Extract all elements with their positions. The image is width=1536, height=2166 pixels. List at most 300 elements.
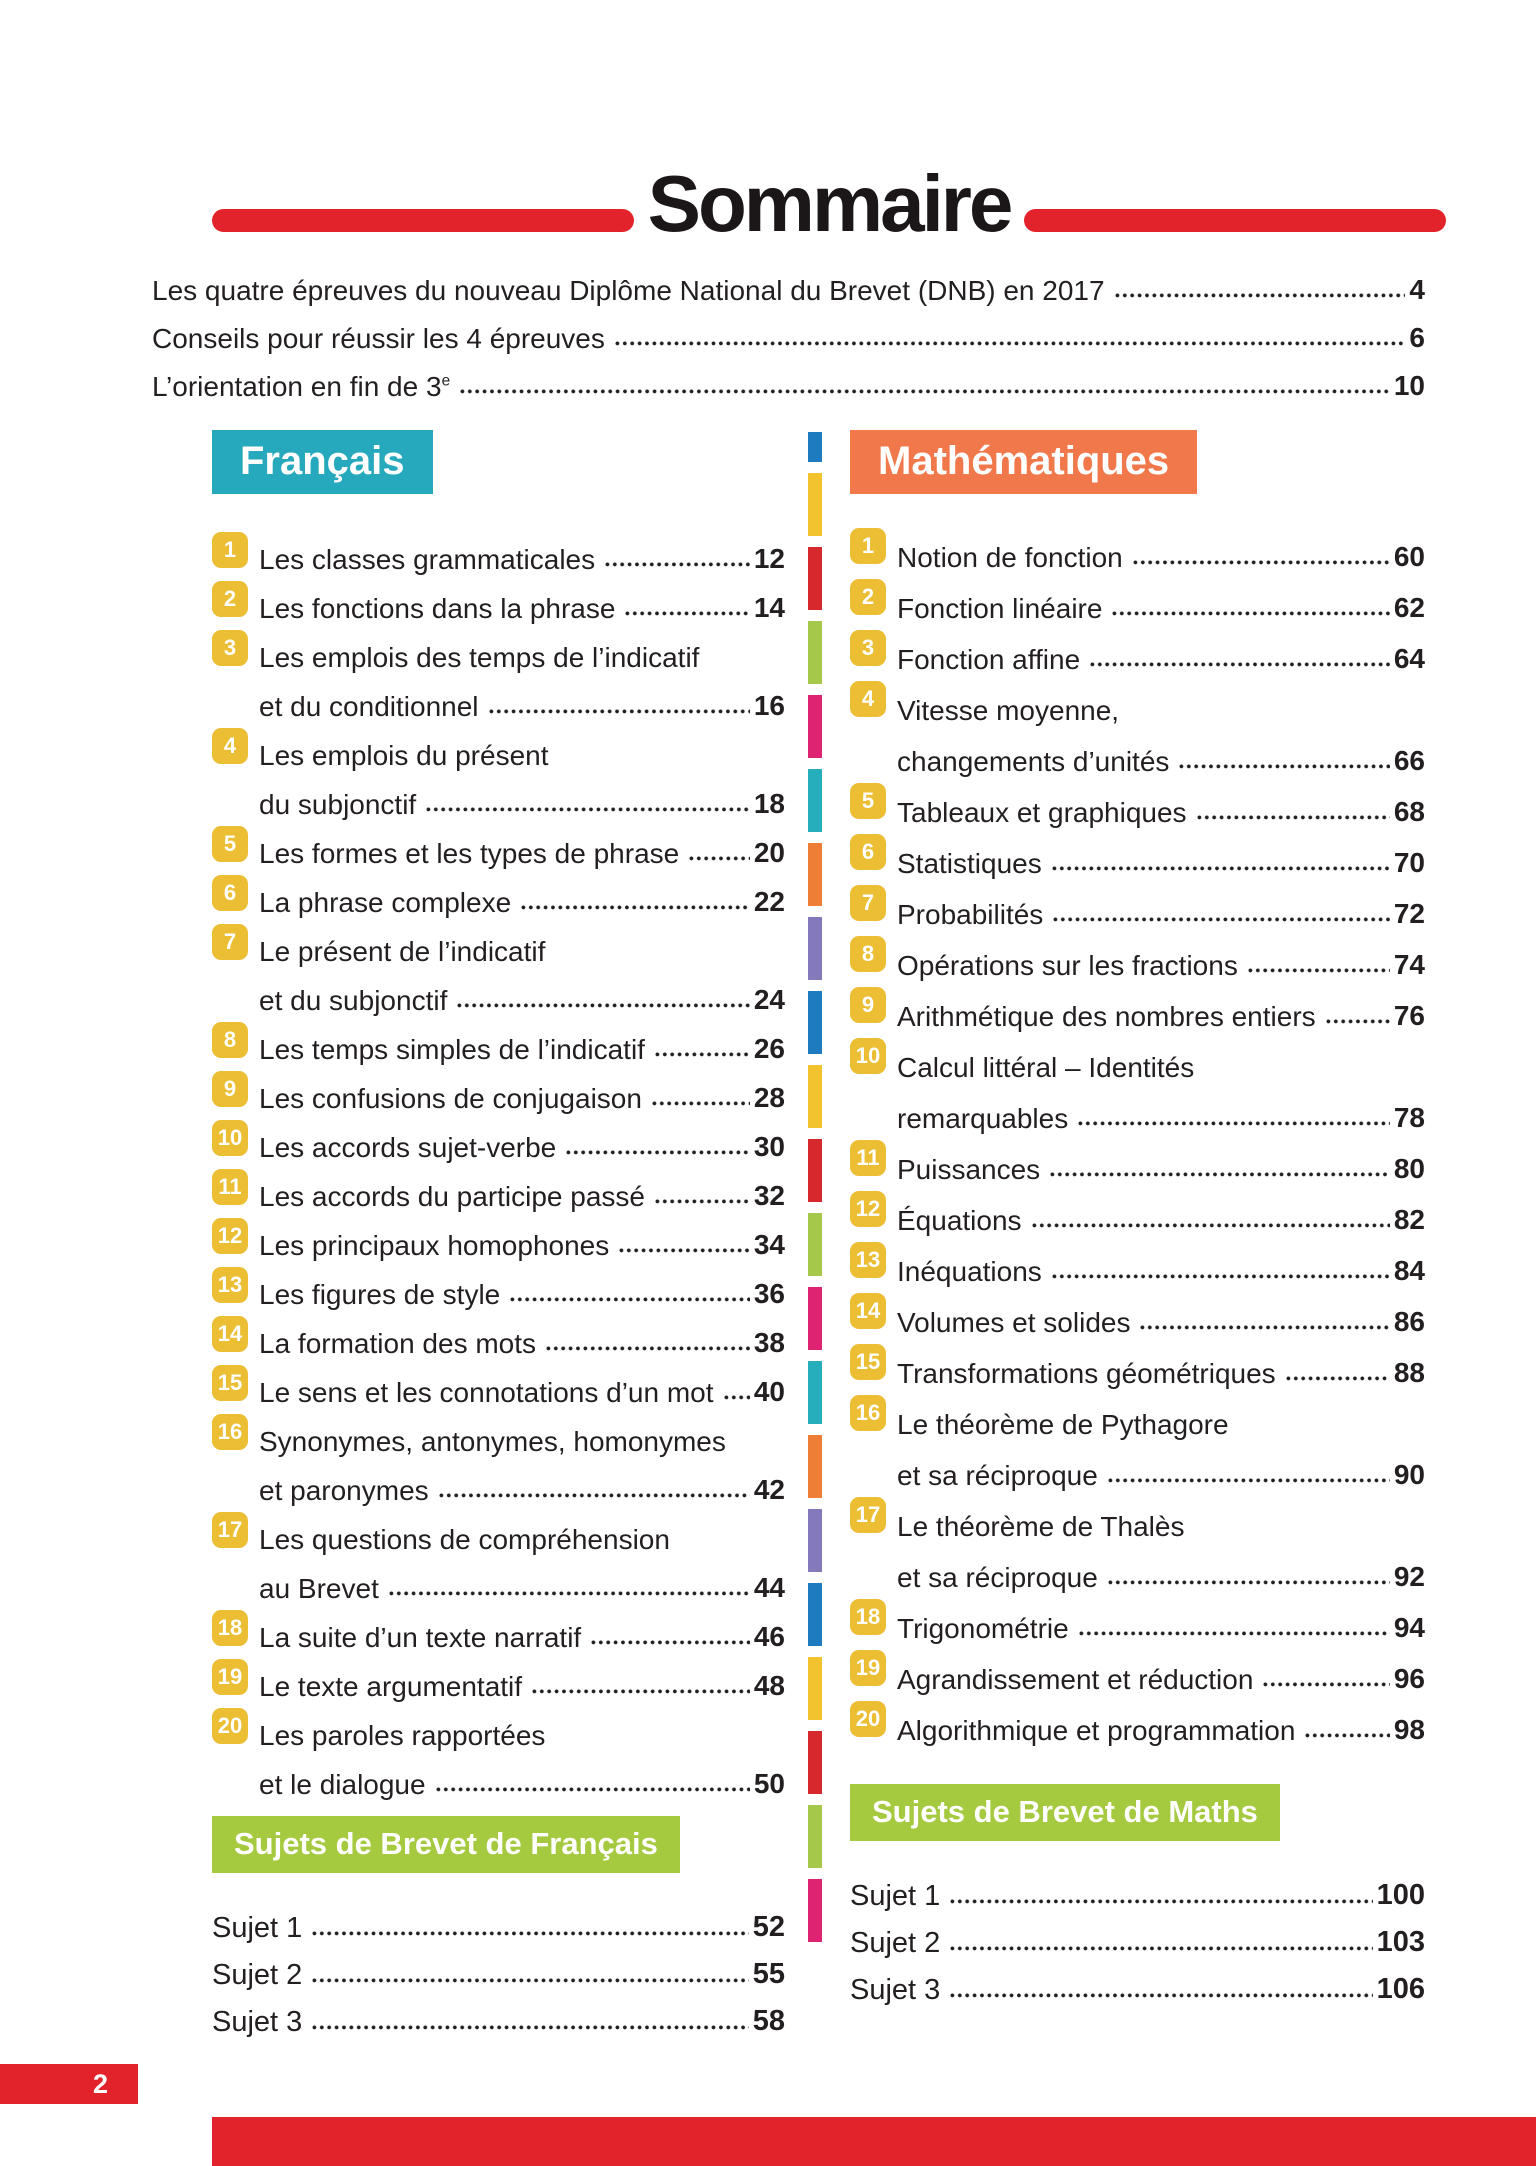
entry-number-badge: 19 <box>212 1659 248 1695</box>
entry-number-badge: 13 <box>212 1267 248 1303</box>
dot-leader <box>655 1052 750 1057</box>
entry-line <box>259 1016 785 1065</box>
toc-entry <box>212 1408 785 1506</box>
toc-entry <box>212 1506 785 1604</box>
entry-lines <box>897 675 1425 777</box>
entry-lines <box>897 522 1425 573</box>
entry-page: 72 <box>1393 898 1425 929</box>
sujet-item <box>850 1912 1425 1959</box>
entry-lines <box>897 624 1425 675</box>
entry-page: 24 <box>753 984 785 1015</box>
entry-label: Inéquations <box>897 1255 1042 1287</box>
entry-line <box>897 879 1425 930</box>
sujet-label: Sujet 1 <box>212 1911 303 1944</box>
entry-line <box>897 1083 1425 1134</box>
entry-page: 38 <box>753 1327 785 1358</box>
entry-page: 84 <box>1393 1255 1425 1286</box>
dot-leader <box>1179 764 1389 769</box>
entry-number-badge: 4 <box>212 728 248 764</box>
toc-entry <box>850 675 1425 777</box>
entry-number-badge: 17 <box>212 1512 248 1548</box>
entry-number-badge: 8 <box>850 936 886 972</box>
entry-page: 40 <box>753 1376 785 1407</box>
entry-line <box>897 1440 1425 1491</box>
dot-leader <box>510 1297 750 1302</box>
toc-entry <box>212 820 785 869</box>
entry-label: Tableaux et graphiques <box>897 796 1187 828</box>
intro-item-label: Les quatre épreuves du nouveau Diplôme National du Brevet (DNB) en 2017 <box>152 274 1105 306</box>
entry-line <box>897 726 1425 777</box>
entry-line <box>259 1408 785 1457</box>
toc-entry <box>212 575 785 624</box>
entry-number-badge: 10 <box>212 1120 248 1156</box>
entry-line <box>259 1261 785 1310</box>
entry-lines <box>259 624 785 722</box>
entry-lines <box>259 575 785 624</box>
entry-page: 32 <box>753 1180 785 1211</box>
toc-entry <box>212 722 785 820</box>
entry-number-badge: 15 <box>212 1365 248 1401</box>
entry-number-badge: 19 <box>850 1650 886 1686</box>
entry-number-badge: 16 <box>850 1395 886 1431</box>
bottom-red-bar <box>212 2117 1536 2166</box>
entry-lines <box>259 1653 785 1702</box>
entry-lines <box>897 930 1425 981</box>
entry-lines <box>897 1593 1425 1644</box>
entry-lines <box>897 1134 1425 1185</box>
entry-line <box>897 675 1425 726</box>
entry-line <box>259 1212 785 1261</box>
entry-label: Volumes et solides <box>897 1306 1131 1338</box>
entry-line <box>897 624 1425 675</box>
entry-page: 46 <box>753 1621 785 1652</box>
dot-leader <box>689 856 750 861</box>
entry-lines <box>259 1261 785 1310</box>
entry-page: 60 <box>1393 541 1425 572</box>
entry-page: 62 <box>1393 592 1425 623</box>
divider-segment <box>808 1287 822 1350</box>
entry-page: 64 <box>1393 643 1425 674</box>
dot-leader <box>1079 1631 1390 1636</box>
entry-line <box>259 1604 785 1653</box>
entry-line <box>897 1491 1425 1542</box>
intro-item-page: 10 <box>1393 370 1425 401</box>
entry-lines <box>259 1310 785 1359</box>
entry-label: Le texte argumentatif <box>259 1670 523 1702</box>
entry-page: 76 <box>1393 1000 1425 1031</box>
dot-leader <box>1115 293 1406 298</box>
maths-sujets-list <box>850 1865 1425 2006</box>
entry-number-badge: 2 <box>212 581 248 617</box>
divider-segment <box>808 1657 822 1720</box>
entry-line <box>897 1236 1425 1287</box>
entry-line <box>259 918 785 967</box>
divider-segment <box>808 917 822 980</box>
entry-number-badge: 4 <box>850 681 886 717</box>
entry-number-badge: 5 <box>212 826 248 862</box>
sujet-item <box>212 1897 785 1944</box>
entry-label: et du subjonctif <box>259 984 448 1016</box>
entry-line <box>897 930 1425 981</box>
entry-line <box>897 1695 1425 1746</box>
entry-label: Statistiques <box>897 847 1042 879</box>
entry-line <box>259 1359 785 1408</box>
entry-page: 28 <box>753 1082 785 1113</box>
toc-entry <box>850 777 1425 828</box>
toc-entry <box>850 1695 1425 1746</box>
entry-page: 34 <box>753 1229 785 1260</box>
entry-number-badge: 17 <box>850 1497 886 1533</box>
toc-entry <box>212 1114 785 1163</box>
entry-label: Les fonctions dans la phrase <box>259 592 616 624</box>
intro-item <box>152 354 1425 402</box>
entry-number-badge: 3 <box>850 630 886 666</box>
entry-page: 44 <box>753 1572 785 1603</box>
dot-leader <box>489 709 750 714</box>
entry-number-badge: 12 <box>850 1191 886 1227</box>
toc-entry <box>850 522 1425 573</box>
sujets-header-francais: Sujets de Brevet de Français <box>212 1816 680 1873</box>
entry-lines <box>897 1287 1425 1338</box>
divider-segment <box>808 1583 822 1646</box>
toc-entry <box>850 828 1425 879</box>
dot-leader <box>1078 1121 1390 1126</box>
entry-page: 74 <box>1393 949 1425 980</box>
divider-segment <box>808 1805 822 1868</box>
entry-lines <box>897 1695 1425 1746</box>
entry-number-badge: 20 <box>212 1708 248 1744</box>
entry-line <box>259 624 785 673</box>
dot-leader <box>619 1248 750 1253</box>
entry-number-badge: 10 <box>850 1038 886 1074</box>
entry-page: 70 <box>1393 847 1425 878</box>
entry-label: Agrandissement et réduction <box>897 1663 1254 1695</box>
entry-line <box>259 722 785 771</box>
entry-page: 26 <box>753 1033 785 1064</box>
maths-entries <box>850 522 1425 1746</box>
dot-leader <box>312 2025 748 2030</box>
entry-page: 66 <box>1393 745 1425 776</box>
dot-leader <box>436 1787 750 1792</box>
dot-leader <box>1090 662 1390 667</box>
entry-number-badge: 6 <box>212 875 248 911</box>
entry-line <box>259 869 785 918</box>
dot-leader <box>1140 1325 1389 1330</box>
toc-entry <box>850 1593 1425 1644</box>
toc-entry <box>212 1310 785 1359</box>
entry-lines <box>897 1491 1425 1593</box>
entry-label: Les classes grammaticales <box>259 543 596 575</box>
entry-lines <box>259 820 785 869</box>
sujet-item <box>212 1991 785 2038</box>
intro-item-page: 4 <box>1409 274 1425 305</box>
entry-line <box>259 1555 785 1604</box>
dot-leader <box>724 1395 750 1400</box>
entry-label: Synonymes, antonymes, homonymes <box>259 1425 726 1457</box>
entry-lines <box>897 1644 1425 1695</box>
dot-leader <box>625 611 749 616</box>
entry-lines <box>897 573 1425 624</box>
entry-lines <box>259 1163 785 1212</box>
entry-label: La formation des mots <box>259 1327 537 1359</box>
sujet-label: Sujet 3 <box>850 1973 941 2006</box>
entry-lines <box>259 1408 785 1506</box>
entry-label: et paronymes <box>259 1474 429 1506</box>
toc-entry <box>850 1185 1425 1236</box>
divider-segment <box>808 1361 822 1424</box>
francais-sujets-list <box>212 1897 785 2038</box>
entry-page: 96 <box>1393 1663 1425 1694</box>
entry-page: 18 <box>753 788 785 819</box>
entry-label: et du conditionnel <box>259 690 479 722</box>
divider-segment <box>808 991 822 1054</box>
entry-label: Les accords sujet-verbe <box>259 1131 557 1163</box>
entry-line <box>259 820 785 869</box>
entry-number-badge: 11 <box>850 1140 886 1176</box>
entry-label: Notion de fonction <box>897 541 1123 573</box>
dot-leader <box>546 1346 750 1351</box>
entry-number-badge: 11 <box>212 1169 248 1205</box>
dot-leader <box>652 1101 750 1106</box>
section-header-francais: Français <box>212 430 433 494</box>
entry-page: 16 <box>753 690 785 721</box>
toc-entry <box>850 573 1425 624</box>
page-number-badge <box>0 2064 138 2104</box>
entry-line <box>897 777 1425 828</box>
entry-label: au Brevet <box>259 1572 379 1604</box>
dot-leader <box>389 1591 750 1596</box>
title-left-bar <box>212 209 634 232</box>
entry-label: Probabilités <box>897 898 1044 930</box>
toc-entry <box>212 624 785 722</box>
entry-label: Le théorème de Thalès <box>897 1510 1185 1542</box>
entry-label: Les figures de style <box>259 1278 501 1310</box>
dot-leader <box>655 1199 750 1204</box>
entry-number-badge: 5 <box>850 783 886 819</box>
divider-segment <box>808 1213 822 1276</box>
entry-number-badge: 8 <box>212 1022 248 1058</box>
toc-entry <box>212 1065 785 1114</box>
entry-lines <box>897 1338 1425 1389</box>
entry-label: Les paroles rapportées <box>259 1719 546 1751</box>
entry-page: 48 <box>753 1670 785 1701</box>
divider-segment <box>808 843 822 906</box>
entry-label: Les confusions de conjugaison <box>259 1082 642 1114</box>
dot-leader <box>591 1640 750 1645</box>
entry-line <box>897 1644 1425 1695</box>
entry-number-badge: 12 <box>212 1218 248 1254</box>
entry-label: Équations <box>897 1204 1022 1236</box>
dot-leader <box>1052 866 1390 871</box>
page-title-row <box>212 150 1446 248</box>
entry-line <box>259 1163 785 1212</box>
entry-number-badge: 1 <box>850 528 886 564</box>
entry-number-badge: 2 <box>850 579 886 615</box>
entry-number-badge: 3 <box>212 630 248 666</box>
intro-item-label: Conseils pour réussir les 4 épreuves <box>152 322 605 354</box>
entry-label: Le théorème de Pythagore <box>897 1408 1229 1440</box>
entry-number-badge: 15 <box>850 1344 886 1380</box>
entry-line <box>259 1457 785 1506</box>
dot-leader <box>950 1899 1372 1904</box>
entry-label: Les accords du participe passé <box>259 1180 645 1212</box>
entry-lines <box>259 918 785 1016</box>
entry-number-badge: 6 <box>850 834 886 870</box>
entry-line <box>897 522 1425 573</box>
intro-item-label: L’orientation en fin de 3e <box>152 370 451 402</box>
dot-leader <box>426 807 750 812</box>
entry-lines <box>259 869 785 918</box>
entry-number-badge: 13 <box>850 1242 886 1278</box>
toc-entry <box>212 1261 785 1310</box>
sujet-page: 103 <box>1376 1926 1425 1958</box>
section-header-maths: Mathématiques <box>850 430 1197 494</box>
entry-page: 14 <box>753 592 785 623</box>
intro-item-page: 6 <box>1409 322 1425 353</box>
entry-page: 98 <box>1393 1714 1425 1745</box>
entry-page: 78 <box>1393 1102 1425 1133</box>
entry-page: 80 <box>1393 1153 1425 1184</box>
divider-segment <box>808 473 822 536</box>
entry-lines <box>259 1506 785 1604</box>
entry-label: changements d’unités <box>897 745 1170 777</box>
toc-entry <box>212 526 785 575</box>
entry-number-badge: 9 <box>850 987 886 1023</box>
entry-lines <box>897 1185 1425 1236</box>
entry-label: remarquables <box>897 1102 1069 1134</box>
entry-label: Les principaux homophones <box>259 1229 610 1261</box>
dot-leader <box>1305 1733 1389 1738</box>
entry-label: et le dialogue <box>259 1768 426 1800</box>
entry-label: Les formes et les types de phrase <box>259 837 680 869</box>
toc-entry <box>212 1359 785 1408</box>
sujet-label: Sujet 1 <box>850 1879 941 1912</box>
sujet-label: Sujet 2 <box>850 1926 941 1959</box>
dot-leader <box>312 1978 748 1983</box>
entry-lines <box>259 1702 785 1800</box>
entry-lines <box>259 1065 785 1114</box>
dot-leader <box>566 1150 750 1155</box>
dot-leader <box>460 389 1390 394</box>
entry-label: Les emplois des temps de l’indicatif <box>259 641 700 673</box>
entry-label: Transformations géométriques <box>897 1357 1276 1389</box>
entry-line <box>897 1389 1425 1440</box>
entry-line <box>897 1032 1425 1083</box>
entry-line <box>897 1593 1425 1644</box>
francais-column <box>212 430 785 2038</box>
sujet-page: 55 <box>752 1958 785 1990</box>
divider-segment <box>808 695 822 758</box>
sujet-item <box>212 1944 785 1991</box>
toc-entry <box>850 1338 1425 1389</box>
toc-entry <box>212 1016 785 1065</box>
entry-number-badge: 14 <box>212 1316 248 1352</box>
toc-entry <box>850 1287 1425 1338</box>
entry-lines <box>897 1389 1425 1491</box>
divider-segment <box>808 621 822 684</box>
entry-number-badge: 1 <box>212 532 248 568</box>
divider-segment <box>808 1435 822 1498</box>
entry-line <box>897 573 1425 624</box>
entry-label: Les emplois du présent <box>259 739 549 771</box>
entry-page: 68 <box>1393 796 1425 827</box>
francais-entries <box>212 526 785 1800</box>
sujets-header-maths: Sujets de Brevet de Maths <box>850 1784 1280 1841</box>
entry-number-badge: 16 <box>212 1414 248 1450</box>
dot-leader <box>1108 1478 1390 1483</box>
toc-entry <box>850 930 1425 981</box>
entry-label: La phrase complexe <box>259 886 512 918</box>
entry-label: Fonction linéaire <box>897 592 1103 624</box>
toc-entry <box>212 918 785 1016</box>
entry-lines <box>259 1359 785 1408</box>
entry-line <box>259 1114 785 1163</box>
entry-page: 86 <box>1393 1306 1425 1337</box>
entry-line <box>259 575 785 624</box>
toc-entry <box>850 1389 1425 1491</box>
entry-lines <box>259 1212 785 1261</box>
entry-lines <box>259 722 785 820</box>
entry-label: Algorithmique et programmation <box>897 1714 1296 1746</box>
entry-line <box>259 673 785 722</box>
entry-page: 90 <box>1393 1459 1425 1490</box>
entry-label: Vitesse moyenne, <box>897 694 1120 726</box>
entry-page: 42 <box>753 1474 785 1505</box>
toc-entry <box>212 1702 785 1800</box>
entry-line <box>259 1506 785 1555</box>
entry-line <box>897 1287 1425 1338</box>
toc-entry <box>212 1604 785 1653</box>
entry-number-badge: 9 <box>212 1071 248 1107</box>
entry-page: 82 <box>1393 1204 1425 1235</box>
entry-label: Arithmétique des nombres entiers <box>897 1000 1316 1032</box>
entry-lines <box>897 879 1425 930</box>
entry-line <box>259 1653 785 1702</box>
entry-line <box>259 1702 785 1751</box>
entry-page: 12 <box>753 543 785 574</box>
toc-entry <box>850 624 1425 675</box>
superscript: e <box>441 372 451 390</box>
sujet-page: 58 <box>752 2005 785 2037</box>
page-number: 2 <box>92 2068 108 2099</box>
entry-label: et sa réciproque <box>897 1459 1098 1491</box>
entry-line <box>259 1310 785 1359</box>
entry-page: 94 <box>1393 1612 1425 1643</box>
entry-line <box>259 967 785 1016</box>
entry-number-badge: 20 <box>850 1701 886 1737</box>
entry-label: et sa réciproque <box>897 1561 1098 1593</box>
entry-page: 36 <box>753 1278 785 1309</box>
entry-lines <box>897 1236 1425 1287</box>
dot-leader <box>615 341 1406 346</box>
sujet-label: Sujet 2 <box>212 1958 303 1991</box>
entry-lines <box>259 1114 785 1163</box>
entry-lines <box>259 526 785 575</box>
sujet-item <box>850 1865 1425 1912</box>
entry-label: La suite d’un texte narratif <box>259 1621 582 1653</box>
divider-segment <box>808 1879 822 1942</box>
entry-label: Fonction affine <box>897 643 1081 675</box>
entry-label: Les temps simples de l’indicatif <box>259 1033 645 1065</box>
dot-leader <box>1112 611 1389 616</box>
column-divider <box>808 432 822 1953</box>
divider-segment <box>808 547 822 610</box>
sujet-label: Sujet 3 <box>212 2005 303 2038</box>
entry-page: 20 <box>753 837 785 868</box>
dot-leader <box>1248 968 1390 973</box>
entry-page: 30 <box>753 1131 785 1162</box>
entry-line <box>897 828 1425 879</box>
